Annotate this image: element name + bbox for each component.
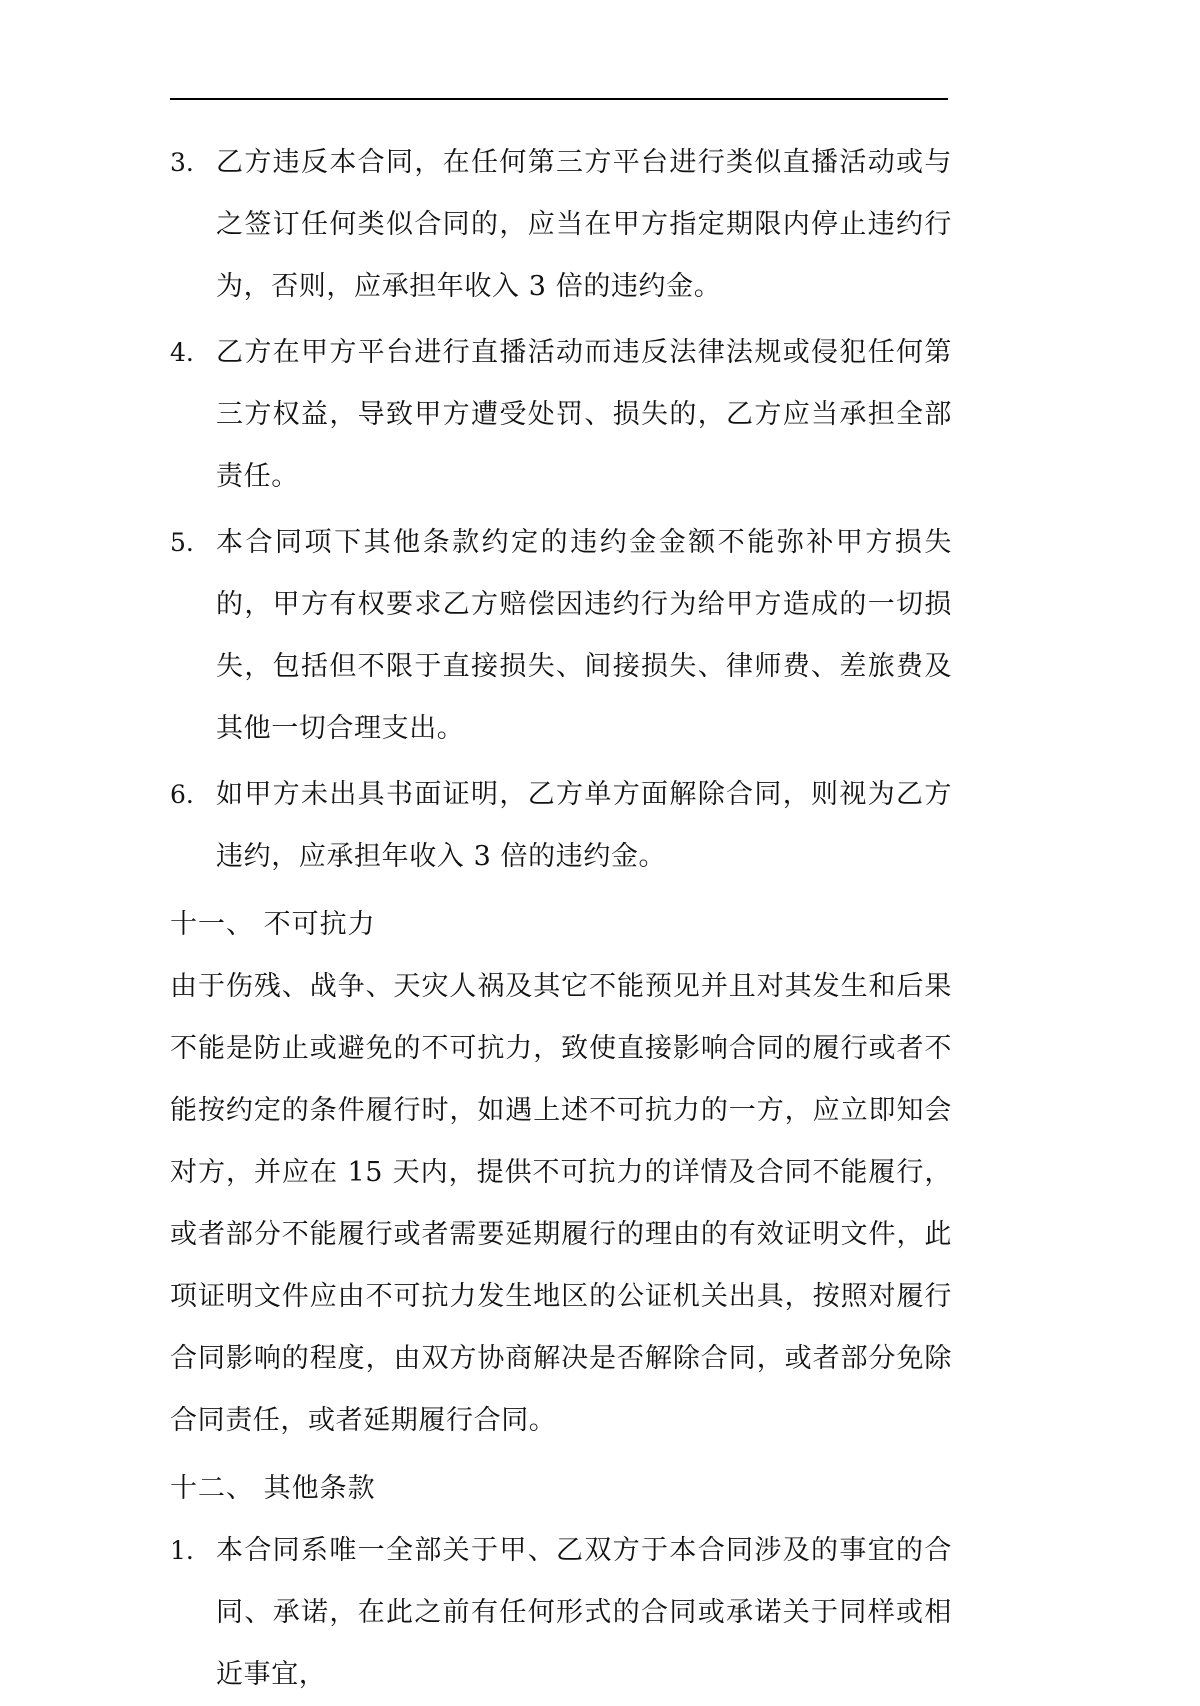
- list-item-marker: 1.: [170, 1536, 194, 1565]
- list-item: [170, 512, 952, 760]
- document-body: [170, 132, 952, 1706]
- list-item: [170, 1520, 952, 1706]
- paragraph-force-majeure: 由于伤残、战争、天灾人祸及其它不能预见并且对其发生和后果不能是防止或避免的不可抗力，致使直接影响合同的履行或者不能按约定的条件履行时，如遇上述不可抗力的一方，应立即知会对方，并应在 15 天内，提供不可抗力的详情及合同不能履行，或者部分不能履行或者需要延期履行的理由的有效证明文件，此项证明文件应由不可抗力发生地区的公证机关出具，按照对履行合同影响的程度，由双方协商解决是否解除合同，或者部分免除合同责任，或者延期履行合同。: [170, 971, 952, 1436]
- list-item-text: 本合同项下其他条款约定的违约金金额不能弥补甲方损失的，甲方有权要求乙方赔偿因违约行为给甲方造成的一切损失，包括但不限于直接损失、间接损失、律师费、差旅费及其他一切合理支出。: [216, 527, 952, 744]
- list-item-text: 如甲方未出具书面证明，乙方单方面解除合同，则视为乙方违约，应承担年收入 3 倍的违约金。: [216, 779, 952, 872]
- section-heading-force-majeure: 十一、 不可抗力: [170, 909, 376, 940]
- list-item: [170, 132, 952, 318]
- list-item: [170, 322, 952, 508]
- list-item-text: 本合同系唯一全部关于甲、乙双方于本合同涉及的事宜的合同、承诺，在此之前有任何形式的合同或承诺关于同样或相近事宜，: [216, 1535, 952, 1690]
- list-item-marker: 4.: [170, 338, 194, 367]
- header-divider: [170, 98, 948, 100]
- list-item-marker: 5.: [170, 528, 194, 557]
- list-item: [170, 764, 952, 888]
- section-heading-other-terms: 十二、 其他条款: [170, 1473, 376, 1504]
- list-item-marker: 6.: [170, 780, 194, 809]
- list-item-text: 乙方违反本合同，在任何第三方平台进行类似直播活动或与之签订任何类似合同的，应当在甲方指定期限内停止违约行为，否则，应承担年收入 3 倍的违约金。: [216, 147, 952, 302]
- list-item-text: 乙方在甲方平台进行直播活动而违反法律法规或侵犯任何第三方权益，导致甲方遭受处罚、损失的，乙方应当承担全部责任。: [216, 337, 952, 492]
- list-item-marker: 3.: [170, 148, 194, 177]
